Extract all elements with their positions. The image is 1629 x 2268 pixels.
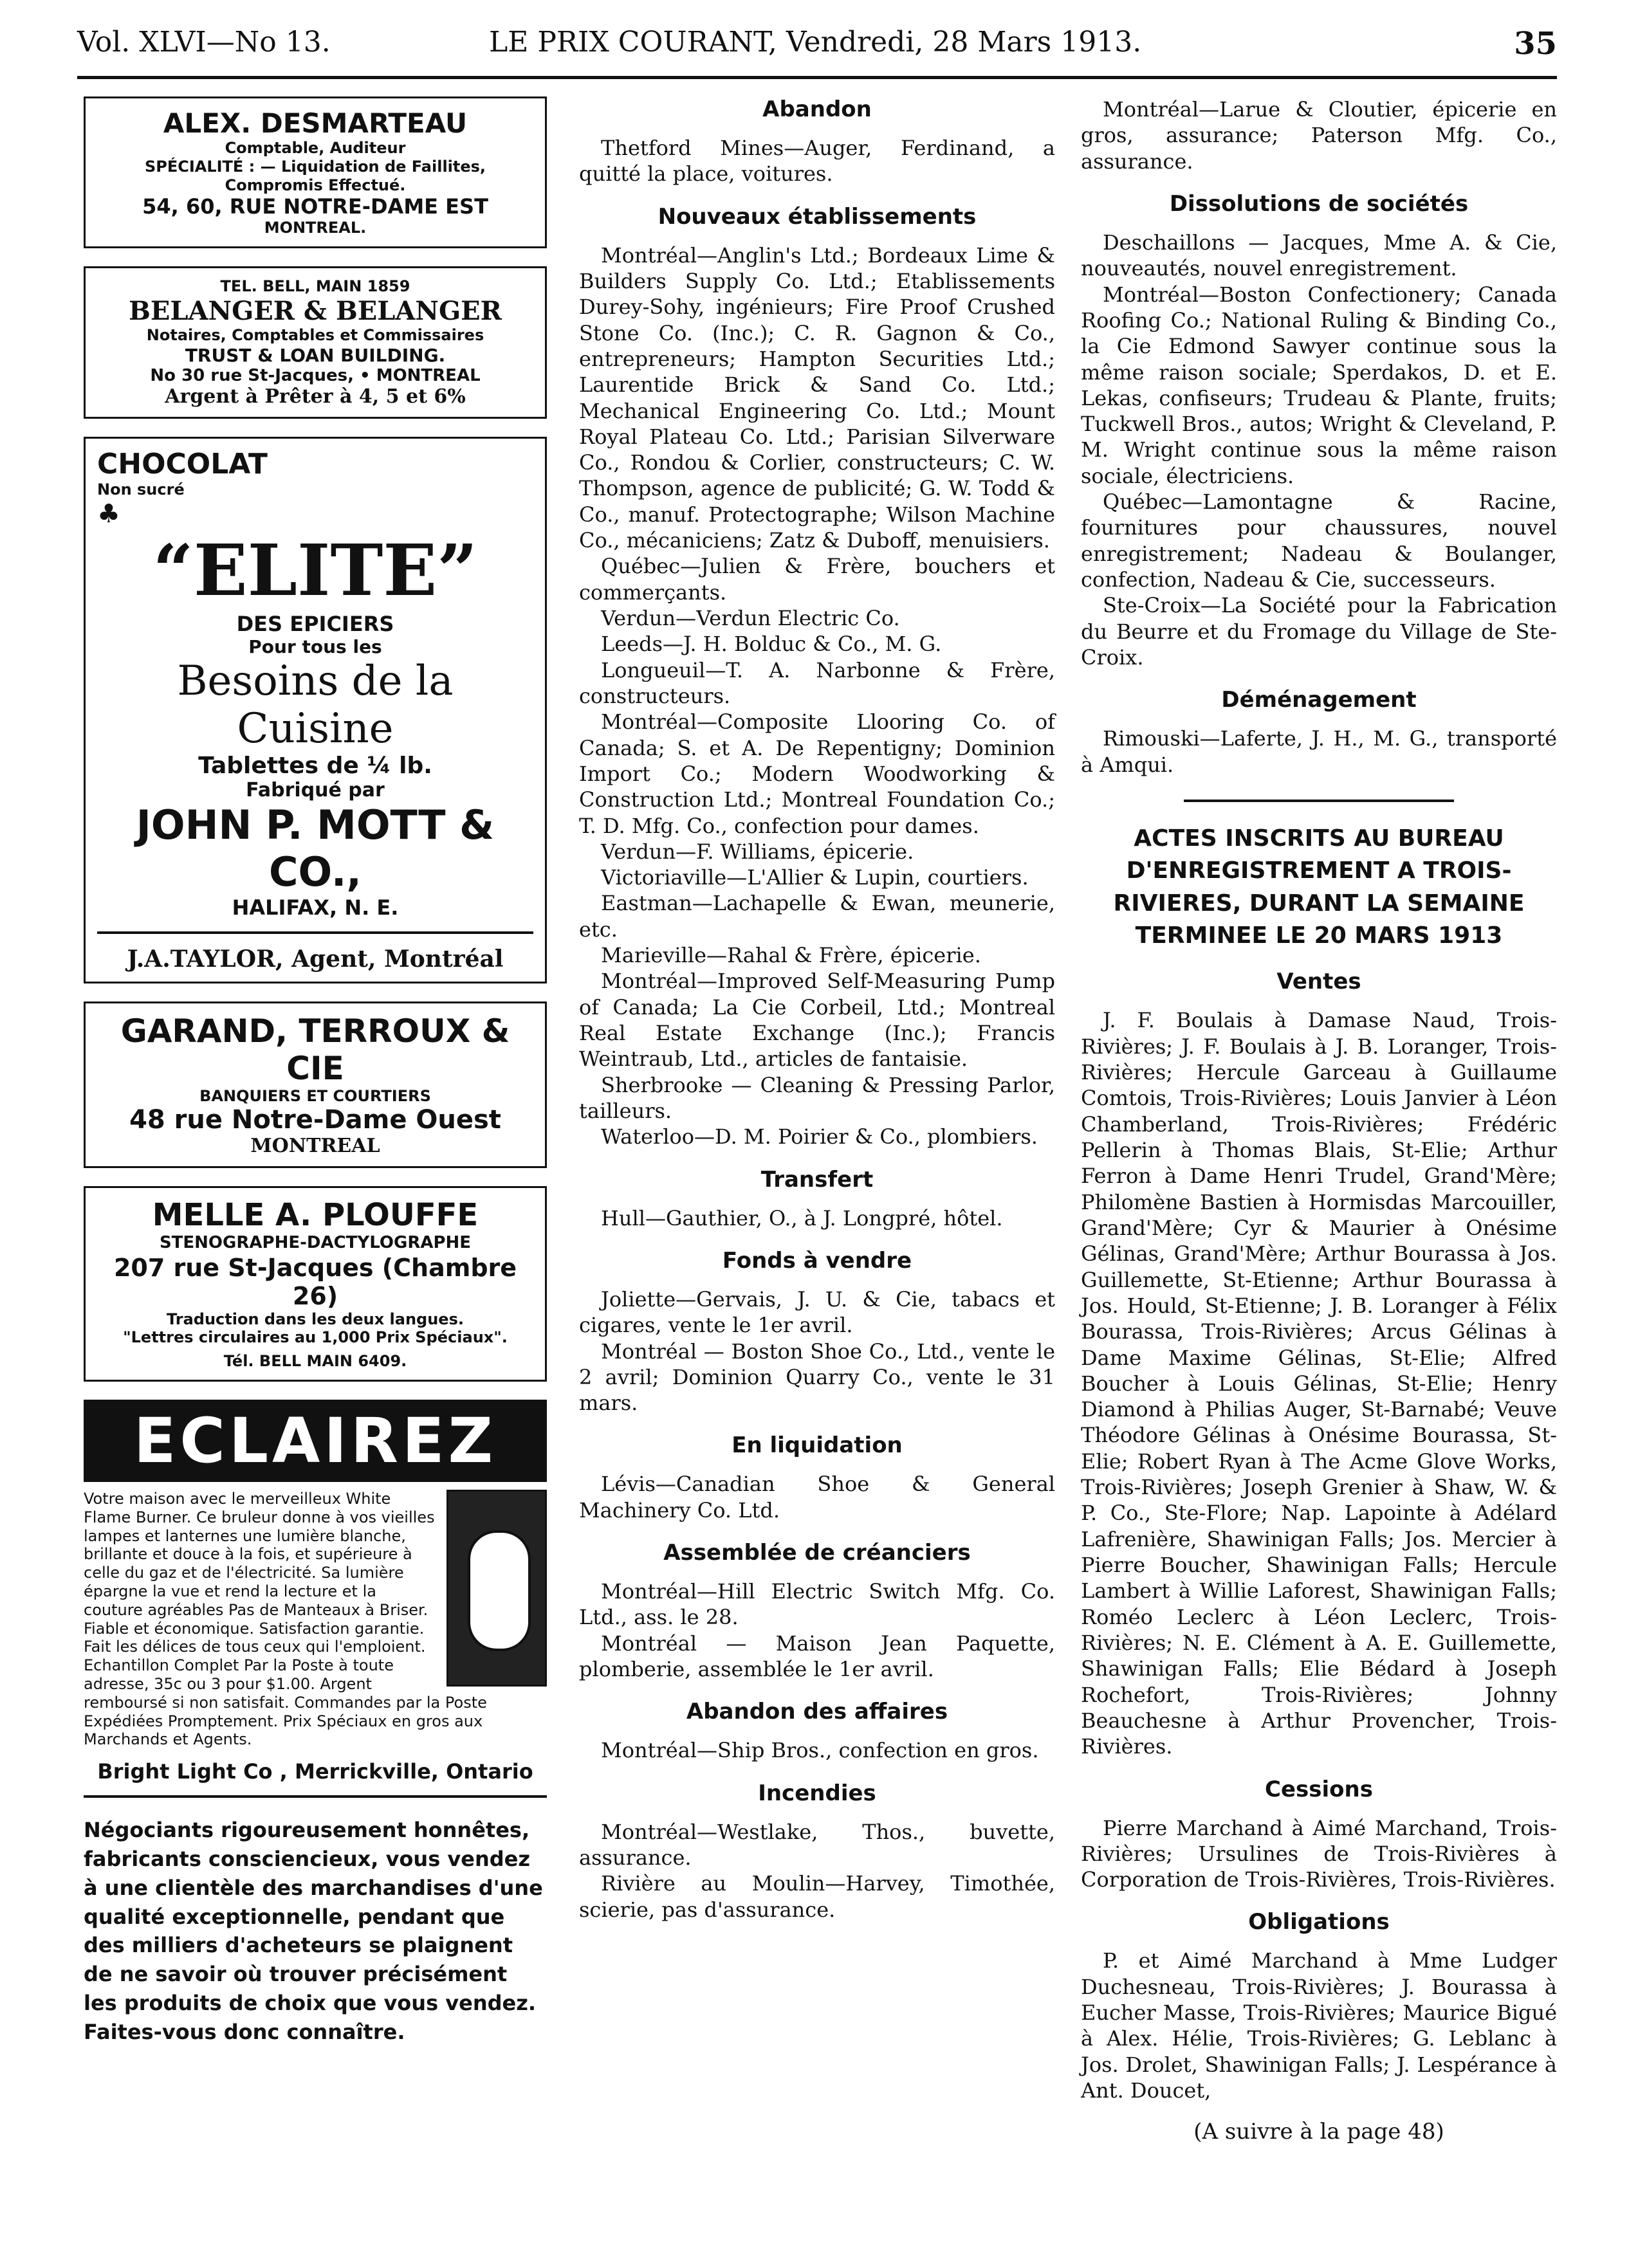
ad-belanger-tel: TEL. BELL, MAIN 1859 xyxy=(220,277,410,296)
ad-belanger-address: No 30 rue St-Jacques, • MONTREAL xyxy=(150,365,481,385)
paragraph: Sherbrooke — Cleaning & Pressing Parlor, tailleurs. xyxy=(579,1072,1055,1123)
section-transfert: Transfert xyxy=(760,1166,874,1193)
paragraph: Pierre Marchand à Aimé Marchand, Trois-Rivières; Ursulines de Trois-Rivières à Corporation de Trois-Rivières, Trois-Rivières. xyxy=(1081,1815,1557,1892)
ad-elite-line4: Tablettes de ¼ lb. xyxy=(198,752,432,779)
ad-belanger-name: BELANGER & BELANGER xyxy=(129,295,502,326)
ad-elite-sucre: Non sucré xyxy=(97,480,185,498)
ad-belanger-role: Notaires, Comptables et Commissaires xyxy=(146,325,484,344)
volume-number: Vol. XLVI—No 13. xyxy=(77,26,331,59)
ad-plouffe-tel: Tél. BELL MAIN 6409. xyxy=(223,1352,407,1371)
ad-plouffe-line1: Traduction dans les deux langues. xyxy=(167,1310,464,1328)
paragraph: Verdun—Verdun Electric Co. xyxy=(601,606,900,630)
paragraph: Verdun—F. Williams, épicerie. xyxy=(601,839,914,864)
paragraph: J. F. Boulais à Damase Naud, Trois-Rivières; J. F. Boulais à J. B. Loranger, Trois-Rivières; Hercule Garceau à Guillaume Comtois, Trois-Rivières; Louis Janvier à Léon Chamberland, Trois-Rivières; Frédéric Pellerin à Thomas Blais, St-Elie; Arthur Ferron à Dame Henri Trudel, Grand'Mère; Philomène Bastien à Hormisdas Marcouiller, Grand'Mère; Cyr & Maurier à Onésime Gélinas, Grand'Mère; Arthur Bourassa à Jos. Guillemette, St-Etienne; Arthur Bourassa à Jos. Hould, St-Etienne; J. B. Loranger à Félix Bourassa, Trois-Rivières; Arcus Gélinas à Dame Maxime Gélinas, St-Elie; Alfred Boucher à Louis Gélinas, St-Elie; Henry Diamond à Philias Auger, St-Barnabé; Veuve Théodore Gélinas à Onésime Bourassa, St-Elie; Robert Ryan à The Acme Glove Works, Trois-Rivières; Joseph Grenier à Shaw, W. & P. Co., Ste-Flore; Nap. Lapointe à Adélard Lafrenière, Shawinigan Falls; Jos. Mercier à Pierre Boucher, Shawinigan Falls; Hercule Lambert à Willie Laforest, Shawinigan Falls; Roméo Leclerc à Léon Leclerc, Trois-Rivières; N. E. Clément à A. E. Guillemette, Shawinigan Falls; Elie Bédard à Joseph Rochefort, Trois-Rivières; Johnny Beauchesne à Arthur Provencher, Trois-Rivières. xyxy=(1081,1008,1557,1759)
ad-elite-agent: J.A.TAYLOR, Agent, Montréal xyxy=(127,945,504,973)
ad-elite-chocolat: CHOCOLAT xyxy=(97,447,268,480)
section-ventes: Ventes xyxy=(1276,969,1361,995)
ad-eclairez-footer: Bright Light Co , Merrickville, Ontario xyxy=(97,1759,533,1784)
ad-plouffe-line2: "Lettres circulaires au 1,000 Prix Spéciaux". xyxy=(123,1328,508,1347)
ad-desmarteau-name: ALEX. DESMARTEAU xyxy=(163,107,468,139)
divider xyxy=(1184,800,1454,802)
ad-elite-line5: Fabriqué par xyxy=(246,778,385,801)
paragraph: Montréal—Composite Llooring Co. of Canada; S. et A. De Repentigny; Dominion Import Co.; Modern Woodworking & Construction Ltd.; Montreal Foundation Co.; T. D. Mfg. Co., confection pour dames. xyxy=(579,709,1055,838)
ad-plouffe-address: 207 rue St-Jacques (Chambre 26) xyxy=(113,1253,517,1310)
ad-elite-line1: DES EPICIERS xyxy=(236,611,394,636)
newspaper-title: LE PRIX COURANT, Vendredi, 28 Mars 1913. xyxy=(489,26,1142,59)
ad-eclairez-text: Votre maison avec le merveilleux White Flame Burner. Ce bruleur donne à vos vieilles lampes et lanternes une lumière blanche, brillante et douce à la fois, et supérieure à celle du gaz et de l'électricité. Sa lumière épargne la vue et rend la lecture et la couture agréables Pas de Manteaux à Briser. Fiable et économique. Satisfaction garantie. Fait les délices de tous ceux qui l'emploient. Echantillon Complet Par la Poste à toute adresse, 35c ou 3 pour $1.00. Argent remboursé si non satisfait. Commandes par la Poste Expédiées Promptement. Prix Spéciaux en gros aux Marchands et Agents. xyxy=(84,1489,487,1749)
paragraph: Marieville—Rahal & Frère, épicerie. xyxy=(601,943,981,968)
ad-desmarteau xyxy=(84,96,547,248)
paragraph: Montréal — Maison Jean Paquette, plomberie, assemblée le 1er avril. xyxy=(579,1631,1055,1681)
ad-plouffe xyxy=(84,1186,547,1382)
ad-elite-line3: Besoins de la Cuisine xyxy=(177,657,454,753)
ad-garand-address: 48 rue Notre-Dame Ouest xyxy=(129,1105,501,1135)
paragraph: Longueuil—T. A. Narbonne & Frère, constructeurs. xyxy=(579,657,1055,708)
paragraph: Montréal—Improved Self-Measuring Pump of Canada; La Cie Corbeil, Ltd.; Montreal Real Estate Exchange (Inc.); Francis Weintraub, Ltd., articles de fantaisie. xyxy=(579,969,1055,1072)
ad-desmarteau-role: Comptable, Auditeur xyxy=(225,139,406,157)
paragraph: Hull—Gauthier, O., à J. Longpré, hôtel. xyxy=(601,1205,1003,1230)
ads-column xyxy=(84,96,547,2046)
header-rule xyxy=(77,76,1557,79)
paragraph: Montréal—Boston Confectionery; Canada Roofing Co.; National Ruling & Binding Co., la Cie Edmond Sawyer continue sous la même raison sociale; Sperdakos, D. et E. Lekas, confiseurs; Trudeau & Plante, fruits; Tuckwell Bros., autos; Wright & Cleveland, P. M. Wright continue sous la même raison sociale, électriciens. xyxy=(1081,282,1557,488)
paragraph: Waterloo—D. M. Poirier & Co., plombiers. xyxy=(601,1124,1038,1149)
ad-plouffe-name: MELLE A. PLOUFFE xyxy=(152,1197,479,1234)
paragraph: Lévis—Canadian Shoe & General Machinery Co. Ltd. xyxy=(579,1472,1055,1523)
divider xyxy=(97,931,533,934)
ad-garand-name: GARAND, TERROUX & CIE xyxy=(120,1012,510,1087)
paragraph: Thetford Mines—Auger, Ferdinand, a quitté la place, voitures. xyxy=(579,136,1055,187)
paragraph: Ste-Croix—La Société pour la Fabrication du Beurre et du Fromage du Village de Ste-Croix. xyxy=(1081,593,1557,670)
section-demenagement: Déménagement xyxy=(1221,687,1417,713)
paragraph: Montréal—Hill Electric Switch Mfg. Co. Ltd., ass. le 28. xyxy=(579,1579,1055,1630)
section-abandon-affaires: Abandon des affaires xyxy=(686,1699,948,1725)
paragraph: Eastman—Lachapelle & Ewan, meunerie, etc. xyxy=(579,891,1055,942)
ad-belanger xyxy=(84,266,547,419)
paragraph: Deschaillons — Jacques, Mme A. & Cie, nouveautés, nouvel enregistrement. xyxy=(1081,230,1557,281)
leaf-icon: ♣ xyxy=(97,498,120,529)
ad-desmarteau-address: 54, 60, RUE NOTRE-DAME EST xyxy=(142,194,488,219)
paragraph: Leeds—J. H. Bolduc & Co., M. G. xyxy=(601,632,942,657)
section-liquidation: En liquidation xyxy=(732,1432,903,1459)
divider xyxy=(84,1795,547,1798)
right-column xyxy=(1081,96,1557,2145)
page-number: 35 xyxy=(1514,26,1557,62)
actes-heading: ACTES INSCRITS AU BUREAU D'ENREGISTREMENT A TROIS-RIVIERES, DURANT LA SEMAINE TERMINEE LE 20 MARS 1913 xyxy=(1113,825,1525,949)
paragraph: Québec—Julien & Frère, bouchers et commerçants. xyxy=(579,554,1055,605)
continued-note: (A suivre à la page 48) xyxy=(1193,2119,1444,2145)
paragraph: Québec—Lamontagne & Racine, fournitures pour chaussures, nouvel enregistrement; Nadeau & Boulanger, confection, Nadeau & Cie, successeurs. xyxy=(1081,489,1557,592)
section-assemblee: Assemblée de créanciers xyxy=(663,1540,971,1566)
section-nouveaux: Nouveaux établissements xyxy=(658,203,977,230)
section-abandon: Abandon xyxy=(762,96,872,122)
ad-belanger-loan: Argent à Prêter à 4, 5 et 6% xyxy=(165,385,466,408)
ad-eclairez xyxy=(84,1400,547,1798)
section-dissolutions: Dissolutions de sociétés xyxy=(1169,190,1469,217)
paragraph: Montréal — Boston Shoe Co., Ltd., vente le 2 avril; Dominion Quarry Co., vente le 31 mars. xyxy=(579,1339,1055,1416)
ad-elite-maker: JOHN P. MOTT & CO., xyxy=(136,801,495,895)
lamp-icon xyxy=(446,1490,547,1687)
paragraph: Joliette—Gervais, J. U. & Cie, tabacs et cigares, vente le 1er avril. xyxy=(579,1286,1055,1338)
ad-elite-city: HALIFAX, N. E. xyxy=(232,895,399,920)
ad-belanger-building: TRUST & LOAN BUILDING. xyxy=(185,344,446,366)
ad-desmarteau-specialite: SPÉCIALITÉ : — Liquidation de Faillites, Compromis Effectué. xyxy=(144,157,486,194)
section-incendies: Incendies xyxy=(758,1780,876,1806)
paragraph: Montréal—Westlake, Thos., buvette, assurance. xyxy=(579,1819,1055,1870)
paragraph: Victoriaville—L'Allier & Lupin, courtiers. xyxy=(601,865,1029,890)
ad-elite xyxy=(84,437,547,983)
ad-garand xyxy=(84,1001,547,1169)
ad-plouffe-role: STENOGRAPHE-DACTYLOGRAPHE xyxy=(159,1233,472,1253)
section-obligations: Obligations xyxy=(1248,1909,1390,1935)
paragraph: P. et Aimé Marchand à Mme Ludger Duchesneau, Trois-Rivières; J. Bourassa à Eucher Masse, Trois-Rivières; Maurice Bigué à Alex. Hélie, Trois-Rivières; G. Leblanc à Jos. Drolet, Shawinigan Falls; J. Lespérance à Ant. Doucet, xyxy=(1081,1948,1557,2103)
section-cessions: Cessions xyxy=(1265,1776,1373,1802)
paragraph: Montréal—Ship Bros., confection en gros. xyxy=(601,1738,1039,1763)
negociants-notice: Négociants rigoureusement honnêtes, fabricants consciencieux, vous vendez à une clientèle des marchandises d'une qualité exceptionnelle, pendant que des milliers d'acheteurs se plaignent de ne savoir où trouver précisément les produits de choix que vous vendez. Faites-vous donc connaître. xyxy=(84,1818,543,2044)
ad-desmarteau-city: MONTREAL. xyxy=(264,219,367,237)
paragraph: Montréal—Anglin's Ltd.; Bordeaux Lime & Builders Supply Co. Ltd.; Etablissements Durey-Sohy, ingénieurs; Fire Proof Crushed Stone Co. (Inc.); C. R. Gagnon & Co., entrepreneurs; Hampton Securities Ltd.; Laurentide Brick & Sand Co. Ltd.; Mechanical Engineering Co. Ltd.; Mount Royal Plateau Co. Ltd.; Parisian Silverware Co., Rondou & Corlier, constructeurs; C. W. Thompson, agence de publicité; G. W. Todd & Co., manuf. Protectographe; Wilson Machine Co., mécaniciens; Zatz & Duboff, menuisiers. xyxy=(579,242,1055,553)
paragraph: Rimouski—Laferte, J. H., M. G., transporté à Amqui. xyxy=(1081,726,1557,777)
middle-column xyxy=(579,96,1055,1923)
paragraph: Rivière au Moulin—Harvey, Timothée, scierie, pas d'assurance. xyxy=(579,1871,1055,1922)
paragraph: Montréal—Larue & Cloutier, épicerie en gros, assurance; Paterson Mfg. Co., assurance. xyxy=(1081,97,1557,174)
ad-garand-city: MONTREAL xyxy=(250,1135,380,1158)
ad-elite-line2: Pour tous les xyxy=(248,636,382,657)
page-header xyxy=(77,26,1557,77)
ad-garand-role: BANQUIERS ET COURTIERS xyxy=(199,1086,431,1105)
ad-elite-brand: “ELITE” xyxy=(152,528,478,612)
ad-eclairez-title: ECLAIREZ xyxy=(84,1400,547,1482)
section-fonds: Fonds à vendre xyxy=(722,1247,912,1274)
